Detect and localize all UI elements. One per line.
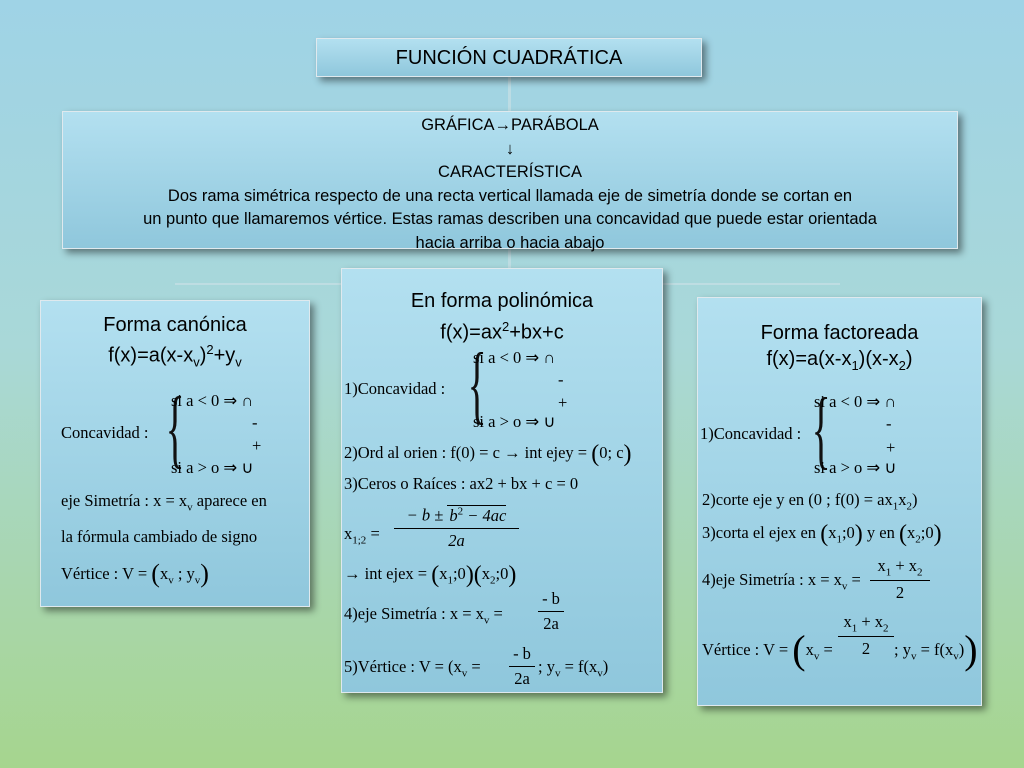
polinomica-box — [341, 268, 663, 693]
factoreada-minus: - — [886, 414, 892, 433]
polinomica-ceros: 3)Ceros o Raíces : ax2 + bx + c = 0 — [344, 474, 579, 493]
canonica-minus: - — [252, 413, 258, 432]
factoreada-corte-y: 2)corte eje y en (0 ; $f(0) = ax_1x_2$) — [702, 490, 918, 513]
connector-title-desc — [508, 77, 511, 111]
canonica-si-neg: si a < 0 ⇒ ∩ — [171, 391, 254, 410]
polinomica-eje: 4)eje Simetría : $x = x_v$ = — [344, 604, 503, 627]
desc-line-5: hacia arriba o hacia abajo — [415, 233, 605, 252]
factoreada-vertice: Vértice : $V = (x_v$ = — [702, 627, 833, 672]
polinomica-si-pos: si a > o ⇒ ∪ — [473, 412, 556, 431]
polinomica-formula: $f(x)=ax^2+bx+c$ — [440, 319, 564, 344]
desc-line-caracteristica: CARACTERÍSTICA — [438, 163, 582, 181]
factoreada-plus: + — [886, 438, 896, 457]
quadratic-denominator: 2a — [448, 530, 465, 550]
polinomica-plus: + — [558, 393, 568, 412]
factoreada-brace-icon: { — [811, 381, 831, 478]
polinomica-brace-icon: { — [467, 336, 487, 433]
polinomica-heading: En forma polinómica — [410, 290, 594, 312]
canonica-brace-icon: { — [165, 380, 185, 477]
canonica-plus: + — [252, 436, 262, 455]
factoreada-corte-x: 3)corta el ejex en $(x_1;0)$ y en $(x_2;0)$ — [702, 521, 942, 547]
polinomica-eje-fraction: - b 2a — [538, 589, 564, 634]
canonica-heading: Forma canónica — [103, 314, 247, 336]
factoreada-eje: 4)eje Simetría : $x = x_v$ = — [702, 570, 861, 593]
desc-arrow-icon: ↓ — [505, 139, 515, 158]
canonica-box — [40, 300, 310, 607]
factoreada-si-neg: si a < 0 ⇒ ∩ — [814, 392, 897, 411]
polinomica-int-ejex: → int ejex = $(x_1;0)(x_2;0)$ — [344, 562, 517, 588]
polinomica-vertice-rest: ; $y_v = f(x_v)$ — [538, 657, 609, 680]
polinomica-quadratic-fraction — [394, 505, 519, 551]
factoreada-heading: Forma factoreada — [760, 322, 919, 344]
factoreada-box — [697, 297, 982, 706]
factoreada-concavidad-label: 1)Concavidad : — [700, 424, 802, 443]
polinomica-minus: - — [558, 370, 564, 389]
desc-line-3: Dos rama simétrica respecto de una recta vertical llamada eje de simetría donde se cortan en — [167, 186, 853, 205]
polinomica-vertice-fraction: - b 2a — [509, 644, 535, 689]
polinomica-ord: 2)Ord al orien : f(0) = c → int ejey = (0; c) — [344, 441, 632, 467]
polinomica-x12: $x_{1;2}$ = — [344, 524, 380, 547]
factoreada-vertice-fraction: $x_1 + x_2$ 2 — [838, 612, 894, 659]
canonica-formula: $f(x)=a(x-x_v)^2+y_v$ — [108, 342, 242, 370]
canonica-vertice: Vértice : $V = (x_v$ ; $y_v$) — [61, 559, 209, 588]
description-box — [62, 111, 958, 252]
canonica-si-pos: si a > o ⇒ ∪ — [171, 458, 254, 477]
quadratic-numerator: − $b \pm b^2 - 4ac$ — [406, 505, 507, 525]
page-title: FUNCIÓN CUADRÁTICA — [395, 47, 623, 69]
factoreada-vertice-rest: ; $y_v = f(x_v)$) — [894, 627, 978, 672]
factoreada-eje-fraction: $x_1 + x_2$ 2 — [870, 556, 930, 603]
desc-line-4: un punto que llamaremos vértice. Estas ramas describen una concavidad que puede estar orientada — [143, 210, 877, 228]
canonica-eje: eje Simetría : $x = x_v$ aparece en — [61, 491, 267, 514]
factoreada-si-pos: si a > o ⇒ ∪ — [814, 458, 897, 477]
desc-line-grafica: GRÁFICA→PARÁBOLA — [421, 116, 599, 134]
polinomica-si-neg: si a < 0 ⇒ ∩ — [473, 348, 556, 367]
canonica-concavidad-label: Concavidad : — [61, 423, 149, 442]
polinomica-vertice: 5)Vértice : $V = (x_v$ = — [344, 657, 481, 680]
title-box — [316, 38, 702, 77]
factoreada-formula: $f(x)=a(x-x_1)(x-x_2)$ — [766, 348, 913, 373]
canonica-formula-line: la fórmula cambiado de signo — [61, 527, 258, 546]
polinomica-concavidad-label: 1)Concavidad : — [344, 379, 446, 398]
